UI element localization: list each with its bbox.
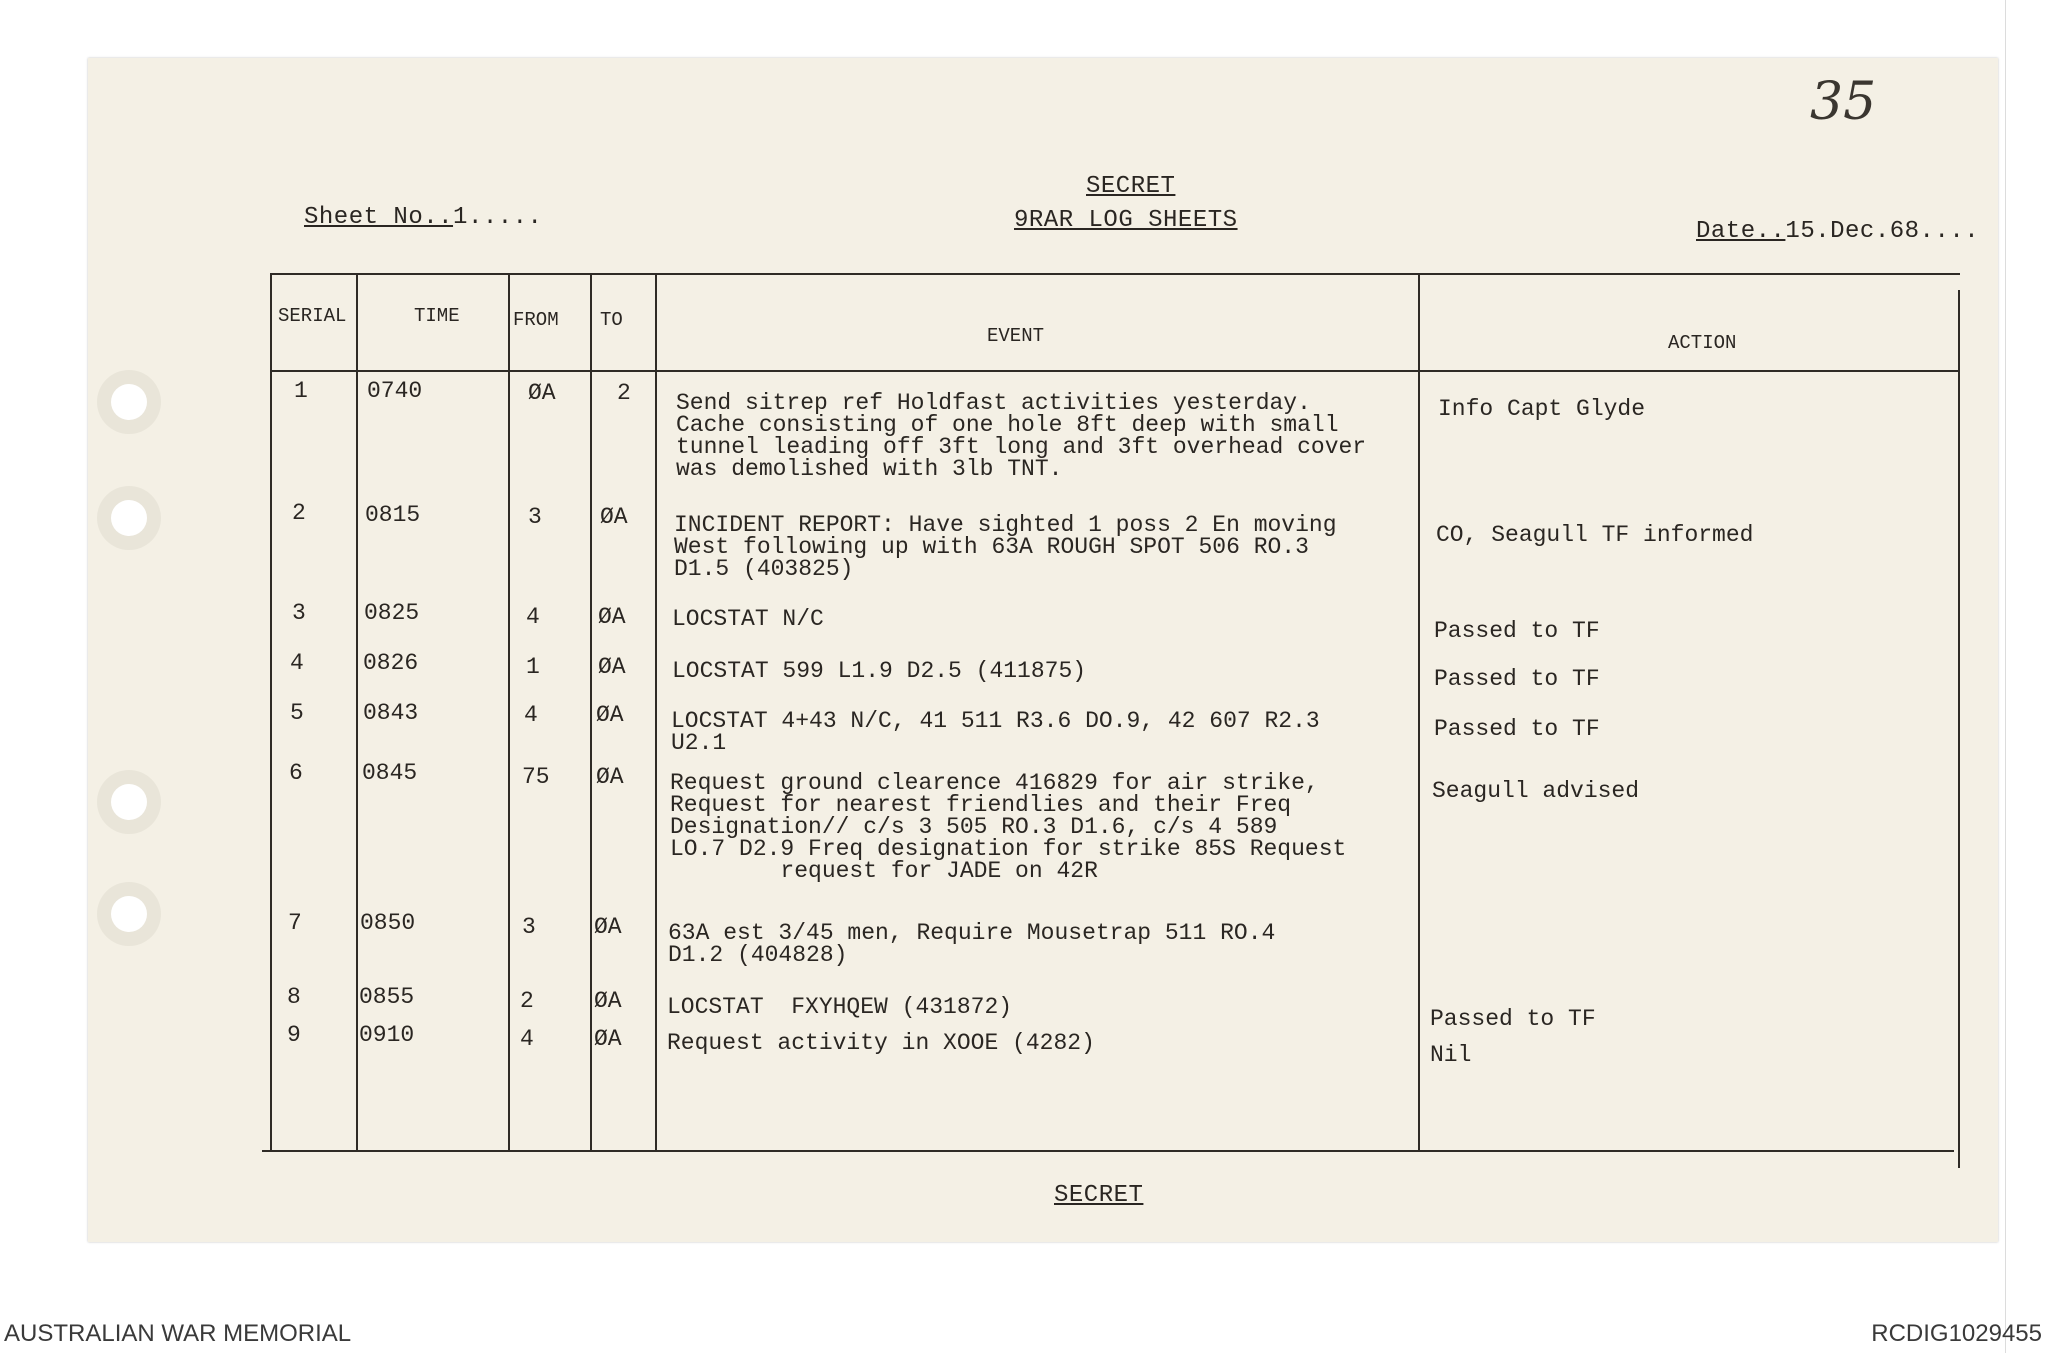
cell-time: 0740 <box>367 378 423 404</box>
cell-to: ØA <box>594 988 622 1014</box>
header-to: TO <box>600 309 623 331</box>
cell-event: INCIDENT REPORT: Have sighted 1 poss 2 En moving West following up with 63A ROUGH SPOT 506 RO.3 D1.5 (403825) <box>674 512 1337 582</box>
col-line <box>356 273 358 1151</box>
cell-action: Passed to TF <box>1434 666 1600 692</box>
cell-action: Passed to TF <box>1434 716 1600 742</box>
date-label: Date.. <box>1696 218 1786 245</box>
cell-action: CO, Seagull TF informed <box>1436 522 1754 548</box>
col-line <box>270 273 272 1151</box>
cell-serial: 4 <box>290 650 304 676</box>
cell-to: ØA <box>596 764 624 790</box>
cell-event: Send sitrep ref Holdfast activities yesterday. Cache consisting of one hole 8ft deep with small tunnel leading off 3ft long and 3ft overhead cover was demolished with 3lb TNT. <box>676 390 1367 482</box>
cell-from: 75 <box>522 764 550 790</box>
cell-time: 0825 <box>364 600 420 626</box>
col-line <box>1418 273 1420 1151</box>
punch-hole <box>111 784 147 820</box>
cell-to: ØA <box>594 1026 622 1052</box>
sheet-label: Sheet No.. <box>304 204 454 231</box>
table-border-top <box>270 273 1960 275</box>
col-line <box>655 273 657 1151</box>
col-line <box>590 273 592 1151</box>
header-serial: SERIAL <box>278 305 347 327</box>
archive-credit: AUSTRALIAN WAR MEMORIAL <box>4 1320 352 1347</box>
header-from: FROM <box>513 309 559 331</box>
page-edge <box>2005 0 2048 1353</box>
cell-action: Seagull advised <box>1432 778 1640 804</box>
archive-id: RCDIG1029455 <box>1871 1320 2042 1347</box>
cell-serial: 9 <box>287 1022 301 1048</box>
cell-from: 3 <box>522 914 536 940</box>
header-action: ACTION <box>1668 332 1737 354</box>
cell-time: 0910 <box>359 1022 415 1048</box>
cell-time: 0826 <box>363 650 419 676</box>
cell-from: 3 <box>528 504 542 530</box>
cell-to: ØA <box>594 914 622 940</box>
cell-time: 0850 <box>360 910 416 936</box>
cell-event: LOCSTAT 4+43 N/C, 41 511 R3.6 DO.9, 42 607 R2.3 U2.1 <box>671 708 1320 756</box>
cell-event: LOCSTAT FXYHQEW (431872) <box>667 994 1013 1020</box>
handwritten-page-number: 35 <box>1810 72 1877 132</box>
cell-to: ØA <box>598 604 626 630</box>
cell-from: 4 <box>526 604 540 630</box>
cell-event: Request activity in XOOE (4282) <box>667 1030 1095 1056</box>
punch-hole <box>111 384 147 420</box>
cell-from: 4 <box>524 702 538 728</box>
classification-bottom: SECRET <box>1054 1182 1144 1209</box>
cell-event: 63A est 3/45 men, Require Mousetrap 511 RO.4 D1.2 (404828) <box>668 920 1276 968</box>
cell-event: LOCSTAT N/C <box>672 606 824 632</box>
col-line <box>1958 290 1960 1168</box>
date-dots: .... <box>1919 218 1980 245</box>
document-title: 9RAR LOG SHEETS <box>1014 207 1238 234</box>
cell-from: ØA <box>528 380 556 406</box>
cell-serial: 3 <box>292 600 306 626</box>
cell-to: ØA <box>596 702 624 728</box>
col-line <box>508 273 510 1151</box>
cell-action: Info Capt Glyde <box>1438 396 1646 422</box>
sheet-value: 1 <box>453 204 468 231</box>
cell-to: ØA <box>598 654 626 680</box>
cell-serial: 7 <box>288 910 302 936</box>
cell-action: Passed to TF <box>1434 618 1600 644</box>
header-event: EVENT <box>987 325 1045 347</box>
punch-hole <box>111 500 147 536</box>
cell-time: 0815 <box>365 502 421 528</box>
punch-hole <box>111 896 147 932</box>
header-time: TIME <box>414 305 460 327</box>
header-divider <box>270 370 1960 372</box>
cell-time: 0855 <box>359 984 415 1010</box>
cell-action: Passed to TF <box>1430 1006 1596 1032</box>
cell-to: 2 <box>617 380 631 406</box>
cell-serial: 2 <box>292 500 306 526</box>
cell-action: Nil <box>1430 1042 1472 1068</box>
date-value: 15.Dec.68 <box>1785 218 1920 245</box>
cell-serial: 1 <box>294 378 308 404</box>
cell-serial: 8 <box>287 984 301 1010</box>
cell-from: 2 <box>520 988 534 1014</box>
classification-top: SECRET <box>1086 173 1176 200</box>
cell-time: 0845 <box>362 760 418 786</box>
sheet-number <box>304 206 542 229</box>
cell-from: 4 <box>520 1026 534 1052</box>
cell-serial: 6 <box>289 760 303 786</box>
cell-from: 1 <box>526 654 540 680</box>
cell-event: Request ground clearence 416829 for air strike, Request for nearest friendlies and their Freq Designation// c/s 3 505 RO.3 D1.6, c/s 4 589 LO.7 D2.9 Freq designation for strike 85S Request request for JADE on 42R <box>670 770 1347 884</box>
date <box>1696 220 1979 243</box>
cell-event: LOCSTAT 599 L1.9 D2.5 (411875) <box>672 658 1087 684</box>
cell-time: 0843 <box>363 700 419 726</box>
cell-serial: 5 <box>290 700 304 726</box>
sheet-dots: ..... <box>467 204 543 231</box>
cell-to: ØA <box>600 504 628 530</box>
table-border-bottom <box>262 1150 1954 1152</box>
